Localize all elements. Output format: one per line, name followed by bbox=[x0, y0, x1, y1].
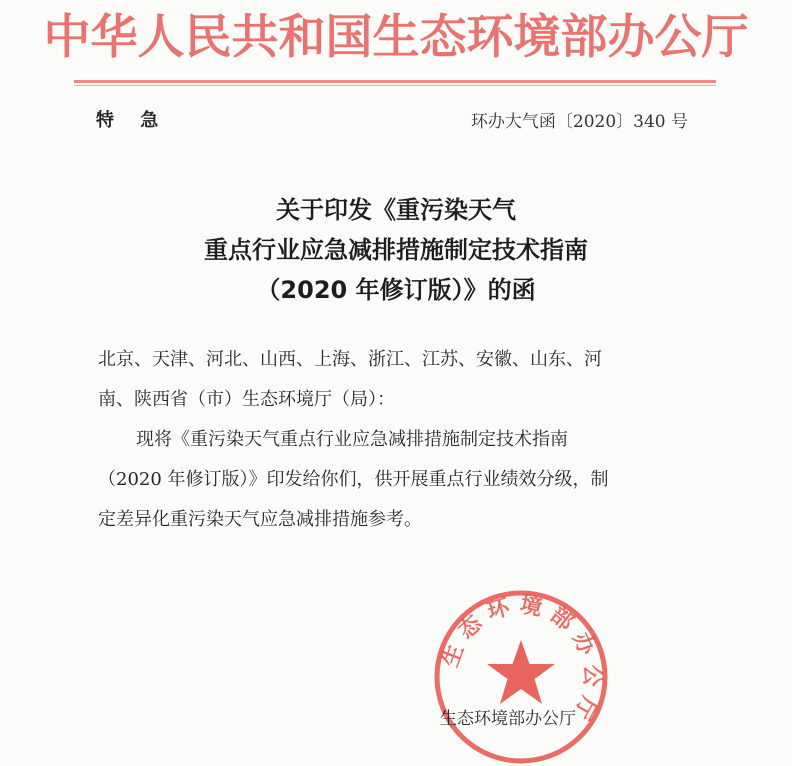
signature-text: 生态环境部办公厅 bbox=[440, 709, 576, 729]
title-line-2: 重点行业应急减排措施制定技术指南 bbox=[204, 236, 588, 264]
document-title bbox=[0, 190, 792, 310]
recipients-line-2: 南、陕西省（市）生态环境厅（局）： bbox=[98, 389, 395, 410]
paragraph-line-1: 现将《重污染天气重点行业应急减排措施制定技术指南 bbox=[136, 429, 568, 450]
official-seal bbox=[432, 588, 610, 766]
red-divider-line-thin bbox=[74, 85, 716, 86]
paragraph-line-3: 定差异化重污染天气应急减排措施参考。 bbox=[98, 509, 422, 530]
seal-star-icon bbox=[487, 640, 555, 704]
document-body bbox=[98, 340, 690, 540]
header-organization: 中华人民共和国生态环境部办公厅 bbox=[43, 10, 749, 65]
urgency-label: 特 急 bbox=[96, 110, 169, 131]
recipients-line-1: 北京、天津、河北、山西、上海、浙江、江苏、安徽、山东、河 bbox=[98, 349, 602, 370]
document-number: 环办大气函〔2020〕340 号 bbox=[470, 112, 688, 132]
red-divider-line bbox=[74, 80, 716, 83]
seal-text: 生态环境部办公厅 bbox=[438, 592, 605, 731]
paragraph-line-2: （2020 年修订版）》印发给你们，供开展重点行业绩效分级，制 bbox=[98, 469, 609, 490]
title-line-1: 关于印发《重污染天气 bbox=[276, 196, 516, 224]
title-line-3: （2020 年修订版）》的函 bbox=[256, 276, 536, 304]
